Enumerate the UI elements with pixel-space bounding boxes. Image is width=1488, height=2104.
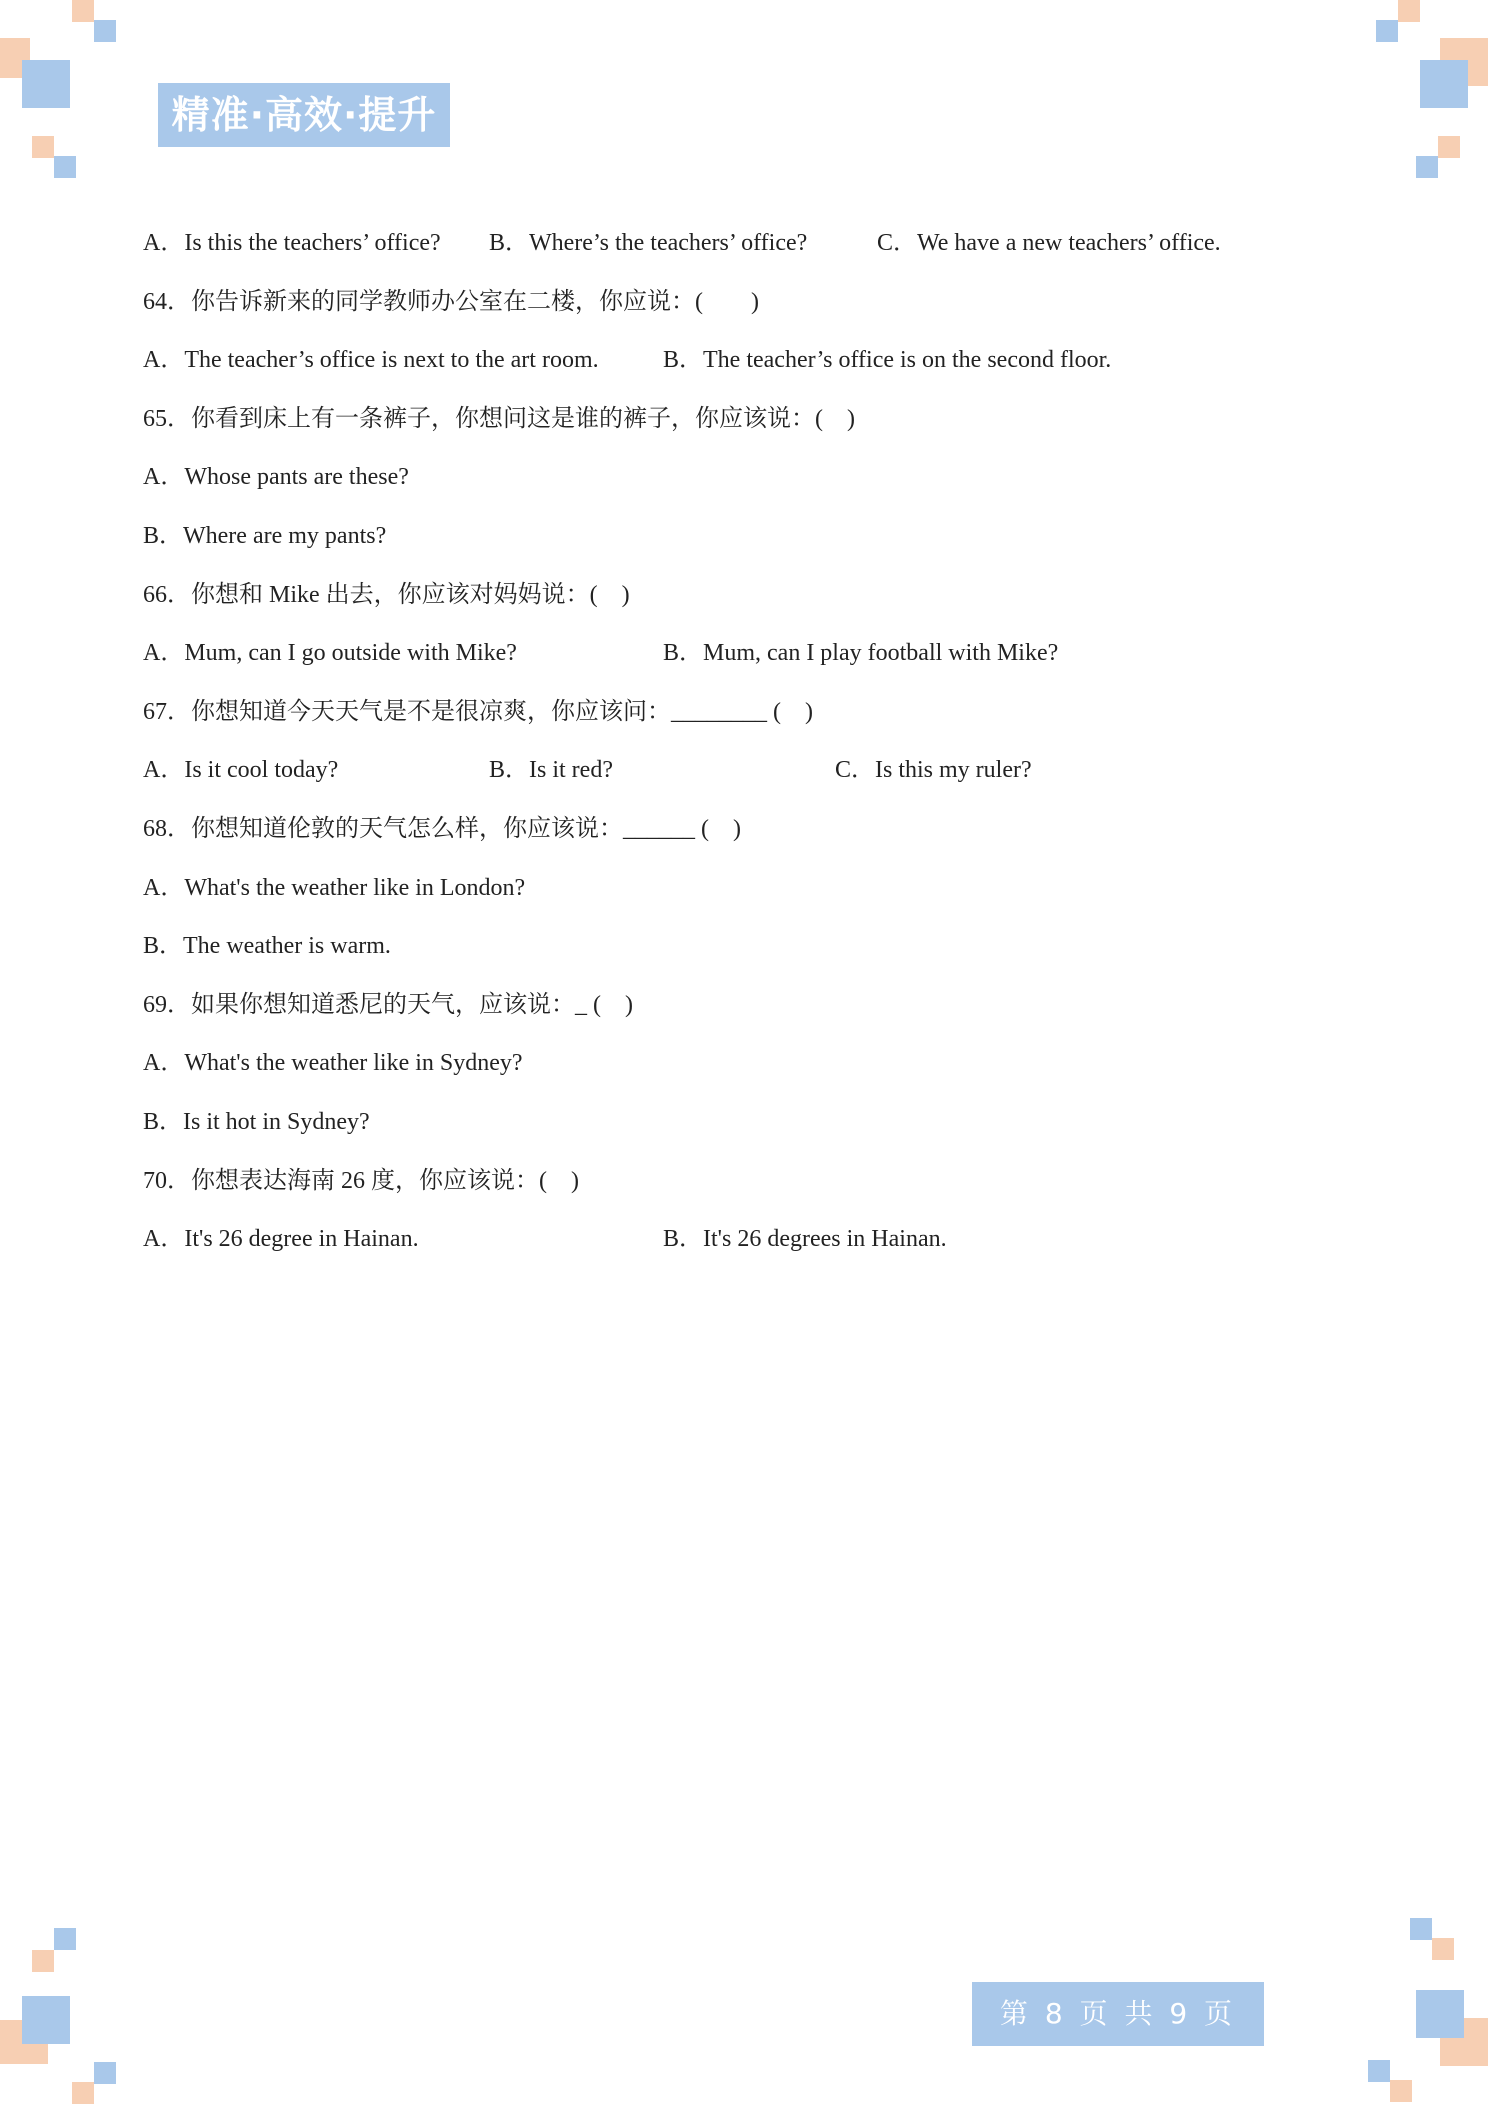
q63-options-row (143, 222, 1343, 281)
q64-options-row (143, 339, 1343, 398)
q66-option-a: A．Mum, can I go outside with Mike? (143, 640, 517, 667)
q64-option-a: A．The teacher’s office is next to the art room. (143, 347, 599, 374)
page-number: 第 8 页 共 9 页 (972, 1982, 1264, 2046)
q63-option-a: A．Is this the teachers’ office? (143, 230, 441, 256)
q69-option-b: B．Is it hot in Sydney? (143, 1108, 370, 1135)
q70-option-b: B．It's 26 degrees in Hainan. (663, 1226, 947, 1253)
q70-options-row (143, 1218, 1343, 1277)
q64-option-b: B．The teacher’s office is on the second floor. (663, 347, 1112, 374)
q69-option-a: A．What's the weather like in Sydney? (143, 1050, 523, 1077)
q65-stem: 65．你看到床上有一条裤子，你想问这是谁的裤子，你应该说：( ) (143, 405, 855, 432)
q68-option-a: A．What's the weather like in London? (143, 874, 526, 901)
q67-option-a: A．Is it cool today? (143, 757, 339, 784)
q67-options-row (143, 749, 1343, 808)
header-banner: 精准·高效·提升 (158, 83, 450, 147)
q65-option-a: A．Whose pants are these? (143, 464, 409, 491)
q65-option-b: B．Where are my pants? (143, 522, 387, 549)
q67-stem: 67．你想知道今天天气是不是很凉爽，你应该问：________ ( ) (143, 698, 813, 725)
q66-option-b: B．Mum, can I play football with Mike? (663, 640, 1059, 667)
q66-stem: 66．你想和 Mike 出去，你应该对妈妈说：( ) (143, 581, 630, 608)
q70-option-a: A．It's 26 degree in Hainan. (143, 1226, 419, 1253)
q63-option-b: B．Where’s the teachers’ office? (489, 230, 808, 256)
q68-stem: 68．你想知道伦敦的天气怎么样，你应该说：______ ( ) (143, 815, 741, 842)
q68-option-b: B．The weather is warm. (143, 933, 391, 960)
q64-stem: 64．你告诉新来的同学教师办公室在二楼，你应说：( ) (143, 288, 759, 315)
question-list (143, 222, 1343, 1277)
q70-stem: 70．你想表达海南 26 度，你应该说：( ) (143, 1167, 579, 1194)
q63-option-c: C．We have a new teachers’ office. (877, 230, 1221, 256)
q66-options-row (143, 632, 1343, 691)
q69-stem: 69．如果你想知道悉尼的天气，应该说：_ ( ) (143, 991, 633, 1018)
q67-option-b: B．Is it red? (489, 757, 613, 784)
q67-option-c: C．Is this my ruler? (835, 757, 1032, 784)
